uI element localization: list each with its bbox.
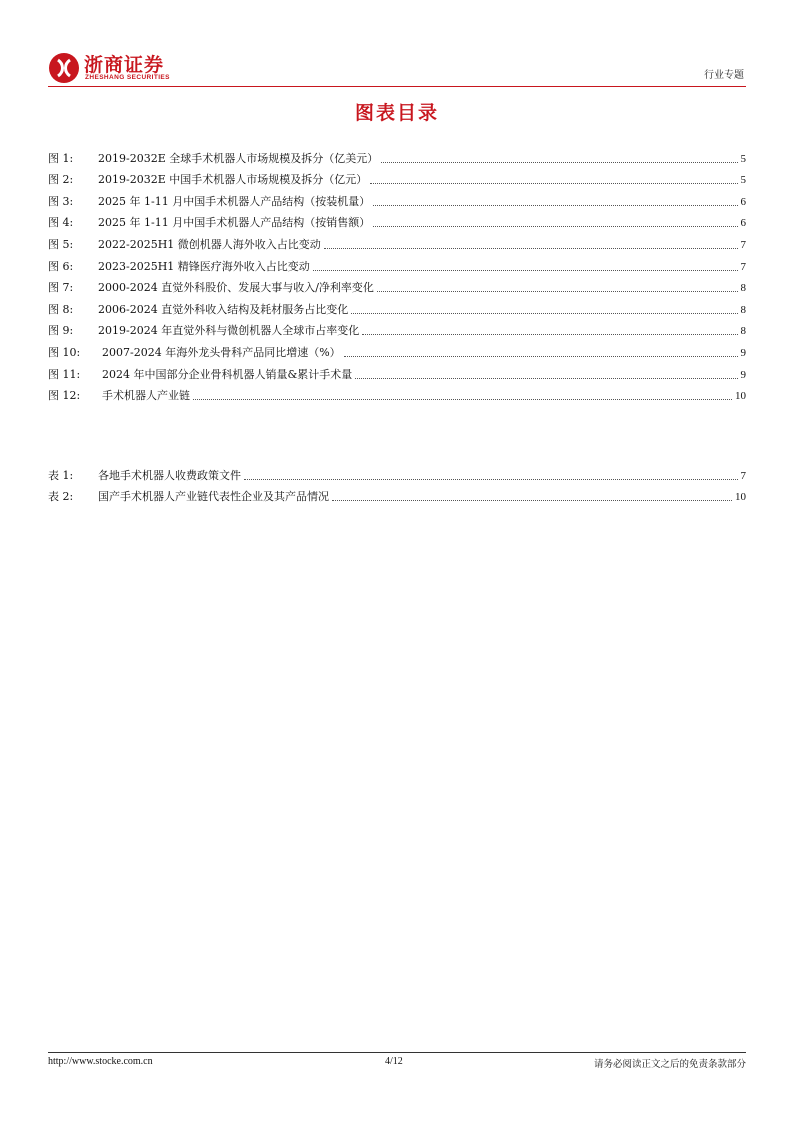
figure-entry-title[interactable]: 2025 年 1-11 月中国手术机器人产品结构（按装机量） (98, 194, 371, 208)
figure-entry-page-number: 5 (740, 152, 746, 165)
page-number: 4/12 (385, 1056, 403, 1067)
figure-entry[interactable] (48, 317, 746, 339)
leader-dots (373, 205, 737, 206)
figure-entry-label: 图 2: (48, 173, 74, 187)
figure-entry-title[interactable]: 手术机器人产业链 (102, 389, 190, 403)
figure-entry[interactable] (48, 166, 746, 188)
figure-entry-label: 图 7: (48, 281, 74, 295)
footer-url-link[interactable]: http://www.stocke.com.cn (48, 1056, 153, 1067)
figure-entry[interactable] (48, 209, 746, 231)
figure-entry-label: 图 5: (48, 237, 74, 251)
figure-entry-title[interactable]: 2022-2025H1 微创机器人海外收入占比变动 (98, 237, 321, 251)
figure-entry-page-number: 10 (735, 390, 746, 403)
leader-dots (355, 378, 737, 379)
figure-entry[interactable] (48, 252, 746, 274)
page-title: 图表目录 (354, 102, 439, 124)
leader-dots (370, 183, 737, 184)
figure-entry-page-number: 9 (740, 346, 746, 359)
leader-dots (362, 334, 737, 335)
table-entry-title[interactable]: 各地手术机器人收费政策文件 (98, 468, 241, 482)
leader-dots (344, 356, 738, 357)
figure-entry-label: 图 6: (48, 259, 74, 273)
figure-entry[interactable] (48, 187, 746, 209)
figure-entry[interactable] (48, 295, 746, 317)
figure-entry-title[interactable]: 2000-2024 直觉外科股价、发展大事与收入/净利率变化 (98, 281, 374, 295)
figure-entry-page-number: 8 (740, 303, 746, 316)
page-header (48, 48, 746, 88)
figure-entry-page-number: 8 (740, 282, 746, 295)
figure-entry-title[interactable]: 2024 年中国部分企业骨科机器人销量&累计手术量 (102, 367, 353, 381)
table-entry-label: 表 1: (48, 468, 74, 482)
figure-list (48, 144, 746, 403)
figure-entry-title[interactable]: 2023-2025H1 精锋医疗海外收入占比变动 (98, 259, 310, 273)
logo-english-name: ZHESHANG SECURITIES (85, 74, 170, 81)
figure-entry-title[interactable]: 2007-2024 年海外龙头骨科产品同比增速（%） (102, 345, 341, 359)
figure-entry-page-number: 7 (740, 238, 746, 251)
figure-entry-title[interactable]: 2025 年 1-11 月中国手术机器人产品结构（按销售额） (98, 216, 371, 230)
leader-dots (244, 479, 738, 480)
logo-mark-icon (48, 52, 80, 84)
figure-entry[interactable] (48, 360, 746, 382)
page-footer (48, 1056, 746, 1072)
table-entry-title[interactable]: 国产手术机器人产业链代表性企业及其产品情况 (98, 490, 329, 504)
section-label: 行业专题 (704, 70, 744, 81)
figure-entry[interactable] (48, 144, 746, 166)
figure-entry-label: 图 3: (48, 194, 74, 208)
figure-entry-title[interactable]: 2019-2032E 中国手术机器人市场规模及拆分（亿元） (98, 173, 368, 187)
header-divider (48, 86, 746, 87)
figure-entry-page-number: 6 (740, 195, 746, 208)
table-entry[interactable] (48, 461, 746, 483)
leader-dots (351, 313, 737, 314)
figure-entry-title[interactable]: 2019-2032E 全球手术机器人市场规模及拆分（亿美元） (98, 151, 379, 165)
disclaimer-note: 请务必阅读正文之后的免责条款部分 (593, 1059, 746, 1070)
leader-dots (324, 248, 738, 249)
leader-dots (377, 291, 738, 292)
figure-entry-label: 图 10: (48, 345, 81, 359)
figure-entry-label: 图 8: (48, 302, 74, 316)
figure-entry-page-number: 5 (740, 174, 746, 187)
table-entry-page-number: 10 (735, 491, 746, 504)
leader-dots (332, 500, 732, 501)
figure-entry[interactable] (48, 338, 746, 360)
figure-entry-page-number: 6 (740, 217, 746, 230)
figure-entry[interactable] (48, 382, 746, 404)
figure-entry-label: 图 12: (48, 389, 81, 403)
leader-dots (193, 399, 732, 400)
figure-entry-title[interactable]: 2006-2024 直觉外科收入结构及耗材服务占比变化 (98, 302, 349, 316)
leader-dots (373, 226, 737, 227)
figure-entry-label: 图 1: (48, 151, 74, 165)
table-entry-page-number: 7 (740, 469, 746, 482)
figure-entry-title[interactable]: 2019-2024 年直觉外科与微创机器人全球市占率变化 (98, 324, 360, 338)
figure-entry-page-number: 9 (740, 368, 746, 381)
company-logo (48, 48, 208, 88)
logo-chinese-name: 浙商证券 (84, 54, 165, 76)
footer-divider (48, 1052, 746, 1053)
figure-entry-page-number: 8 (740, 325, 746, 338)
leader-dots (381, 162, 737, 163)
figure-entry-label: 图 9: (48, 324, 74, 338)
table-entry[interactable] (48, 483, 746, 505)
figure-entry[interactable] (48, 230, 746, 252)
figure-entry-page-number: 7 (740, 260, 746, 273)
figure-entry[interactable] (48, 274, 746, 296)
figure-entry-label: 图 4: (48, 216, 74, 230)
leader-dots (313, 270, 738, 271)
table-entry-label: 表 2: (48, 490, 74, 504)
figure-entry-label: 图 11: (48, 367, 81, 381)
table-list (48, 461, 746, 504)
